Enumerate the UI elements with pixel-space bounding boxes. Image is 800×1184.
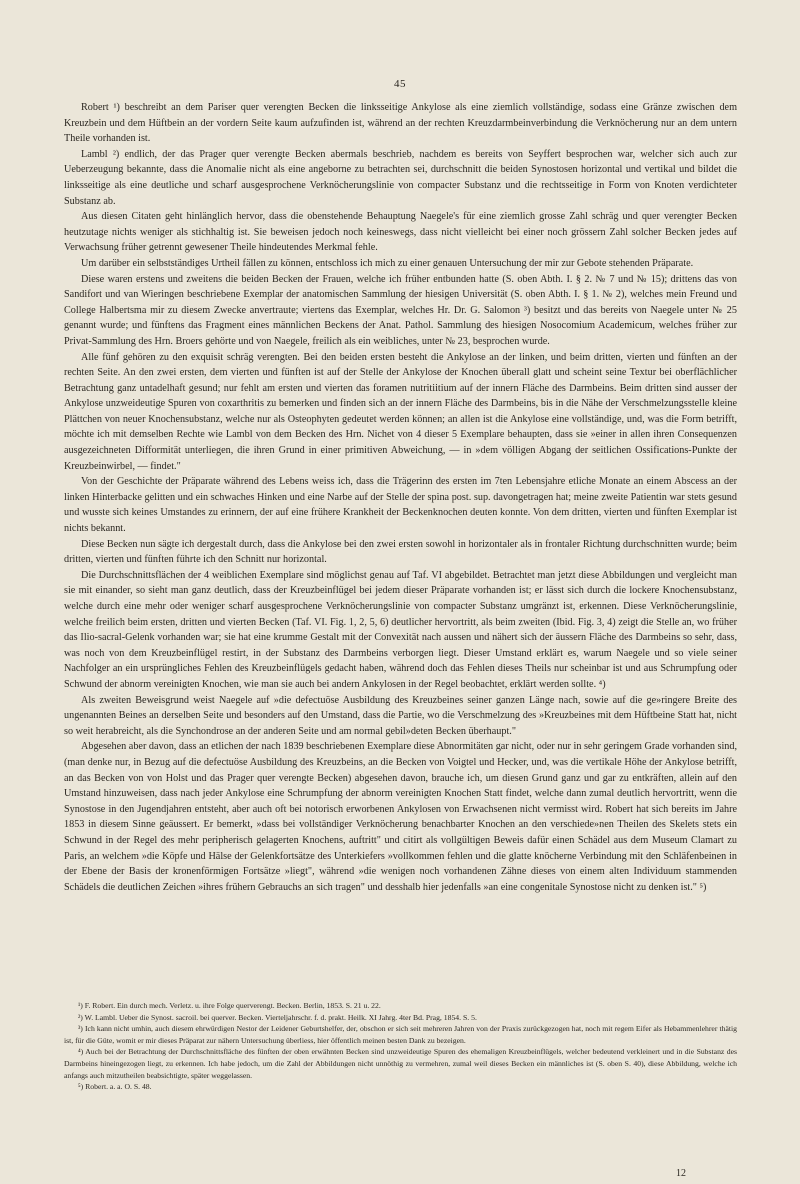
footnote: ²) W. Lambl. Ueber die Synost. sacroil. bei querver. Becken. Vierteljahrschr. f. d. prakt. Heilk. XI Jahrg. 4ter Bd. Prag, 1854. S. 5.: [78, 1012, 477, 1022]
signature-mark: 12: [676, 1168, 686, 1179]
paragraph: Die Durchschnittsflächen der 4 weiblichen Exemplare sind möglichst genau auf Taf. VI abgebildet. Betrachtet man jetzt diese Abbildungen und vergleicht man sie mit einander, so sieht man ganz deutlich, dass der Kreuzbeinflügel bei jedem dieser Präparate vorhanden ist; er lässt sich durch die lockere Knochensubstanz, welche durch eine mehr oder weniger scharf ausgesprochene Verknöcherungslinie von compacter Substanz umgränzt ist, erkennen. Diese Verknöcherungslinie, welche freilich beim ersten, dritten und vierten Becken (Taf. VI. Fig. 1, 2, 5, 6) deutlicher hervortritt, als beim zweiten (Ibid. Fig. 3, 4) zeigt die Stelle an, wo früher das Ilio-sacral-Gelenk vorhanden war; sie hat eine krumme Gestalt mit der Convexität nach aussen und nähert sich der äussern Fläche des Darmbeins so sehr, dass, was noch von dem Kreuzbeinflügel restirt, in der Substanz des Darmbeins verborgen liegt. Dieser Umstand erklärt es, warum Naegele und so viele seiner Nachfolger an ein ursprüngliches Fehlen des Kreuzbeinflügels gedacht haben, während doch das Fehlen dieses Theils nur scheinbar ist und aus Schrumpfung oder Schwund der abnorm vereinigten Knochen, wie man sie auch bei andern Ankylosen in der Regel beobachtet, erklärt werden sollte. ⁴): [64, 569, 737, 690]
paragraph: Als zweiten Beweisgrund weist Naegele auf »die defectuöse Ausbildung des Kreuzbeines seiner ganzen Länge nach, sowie auf die ge»ringere Breite des ungenannten Beines an derselben Seite und besonders auf den Umstand, dass die Partie, wo die Verschmelzung des »Kreuzbeines mit dem Hüftbeine Statt hat, nicht so weit herabreicht, als die Synchondrose an der anderen Seite und am normal gebil»deten Becken überhaupt.": [64, 694, 737, 737]
footnote: ⁵) Robert. a. a. O. S. 48.: [78, 1082, 152, 1092]
paragraph: Von der Geschichte der Präparate während des Lebens weiss ich, dass die Trägerinn des ersten im 7ten Lebensjahre etliche Monate an einem Abscess an der linken Hinterbacke gelitten und ein schwaches Hinken und eine Narbe auf der Stelle der spina post. sup. davongetragen hat; meine zweite Patientin war stets gesund und wusste sich keines Umstandes zu erinnern, der auf eine frühere Krankheit der Beckenknochen deuten konnte. Von dem dritten, vierten und fünften Exemplar ist nichts bekannt.: [64, 476, 737, 535]
page-number: 45: [394, 78, 406, 90]
paragraph: Robert ¹) beschreibt an dem Pariser quer verengten Becken die linksseitige Ankylose als eine ziemlich vollständige, sodass eine Gränze zwischen dem Kreuzbein und dem Hüftbein an der vordern Seite kaum aufzufinden ist, während an der rechten Kreuzdarmbeinverbindung die Verknöcherung nur an dem untern Theile vorhanden ist.: [64, 102, 737, 145]
paragraph: Um darüber ein selbstständiges Urtheil fällen zu können, entschloss ich mich zu einer genauen Untersuchung der mir zur Gebote stehenden Präparate.: [81, 257, 694, 269]
paragraph: Lambl ²) endlich, der das Prager quer verengte Becken abermals beschrieb, nachdem es bereits von Seyffert besprochen war, welcher sich auch zur Ueberzeugung bekannte, dass die Anomalie nicht als eine angeborne zu betrachten sei, durchschnitt die beiden Synostosen horizontal und vertikal und bildet die linksseitige als eine deutliche und scharf ausgesprochene Verknöcherungslinie von compacter Substanz und die rechtsseitige in Form von Knoten verdichteter Substanz ab.: [64, 148, 737, 207]
paragraph: Alle fünf gehören zu den exquisit schräg verengten. Bei den beiden ersten besteht die Ankylose an der linken, und beim dritten, vierten und fünften an der rechten Seite. An den zwei ersten, dem vierten und fünften ist auf der Stelle der Ankylose der Knochen überall glatt und scheint seine Textur bei oberflächlicher Betrachtung ganz untadelhaft gesund; nur fehlt am ersten und vierten das foramen nutritiitium auf der innern Fläche des Darmbeins. Beim dritten sind ausser der Ankylose unzweideutige Spuren von coxarthritis zu bemerken und finden sich an der innern Fläche des Darmbeins, bis in die Nähe der Verschmelzungsstelle kleine Plättchen von neuer Knochensubstanz, welche nur als Osteophyten gedeutet werden können; an allen ist die Ankylose eine vollständige, und, was die Form betrifft, möchte ich mit demselben Rechte wie Lambl von dem Becken des Hrn. Nichet von 4 dieser 5 Exemplare behaupten, dass sie »einer in allen ihren Consequenzen ausgezeichneten Difformität unterliegen, die ihren Grund in einer primitiven Abweichung, — in »dem völligen Abgang der seitlichen Ossifications-Punkte der Kreuzbeinwirbel, — findet.": [64, 351, 737, 472]
footnote: ¹) F. Robert. Ein durch mech. Verletz. u. ihre Folge querverengt. Becken. Berlin, 1853. S. 21 u. 22.: [78, 1001, 381, 1010]
paragraph: Abgesehen aber davon, dass an etlichen der nach 1839 beschriebenen Exemplare diese Abnormitäten gar nicht, oder nur in sehr geringem Grade vorhanden sind, (man denke nur, in Bezug auf die defectuöse Ausbildung des Kreuzbeins, an die Becken von Voigtel und Hecker, und, was die vertikale Höhe der Ankylose betrifft, an das Becken von von Holst und das Prager quer verengte Becken) abgesehen davon, brauche ich, um diesen Grund ganz und gar zu entkräften, allein auf den Umstand hinzuweisen, dass nach jeder Ankylose eine Schrumpfung der abnorm vereinigten Knochen Statt findet, welche dann zumal deutlich hervortritt, wenn die Synostose in den Jugendjahren entsteht, aber auch oft bei notorisch erworbenen Ankylosen von Erwachsenen nicht vermisst wird. Robert hat sich bereits im Jahre 1853 in diesem Sinne geäussert. Er bemerkt, »dass bei vollständiger Verknöcherung benachbarter Knochen an den verschiede»nen Theilen des Skelets stets ein Schwund in der Regel des mehr peripherisch gelagerten Knochens, auftritt" und citirt als vollgültigen Beweis dafür einen Schädel aus dem Museum Clamart zu Paris, an welchem »die Köpfe und Hälse der Gelenkfortsätze des Unterkiefers »vollkommen fehlen und die glatte knöcherne Verbindung mit den Schläfenbeinen in der Ebene der Basis der kronenförmigen Fortsätze »liegt", während »die wenigen noch vorhandenen Zähne dieses von einem alten Individuum stammenden Schädels die deutlichen Zeichen »ihres frühern Gebrauchs an sich tragen" und desshalb hier jedenfalls »an eine congenitale Synostose nicht zu denken ist." ⁵): [64, 741, 738, 893]
footnote: ⁴) Auch bei der Betrachtung der Durchschnittsfläche des fünften der oben erwähnten Becken sind unzweideutige Spuren des ehemaligen Kreuzbeinflügels, welcher bedeutend verkleinert und in die Substanz des Darmbeins hineingezogen liegt, zu erkennen. Ich habe jedoch, um die Zahl der Abbildungen nicht unnöthig zu vermehren, zumal weil dieses Becken ein männliches ist (S. oben S. 40), diese Abbildung, welche ich anfangs auch mitzutheilen beabsichtigte, später weggelassen.: [64, 1047, 737, 1080]
body-text: [64, 100, 737, 895]
footnote: ³) Ich kann nicht umhin, auch diesem ehrwürdigen Nestor der Leidener Geburtshelfer, der, obschon er sich seit mehreren Jahren von der Praxis zurückgezogen hat, noch mit regem Eifer als Hebammenlehrer thätig ist, für die Güte, womit er mir dieses Präparat zur nähern Untersuchung überliess, hier öffentlich meinen besten Dank zu bezeigen.: [64, 1024, 737, 1045]
paragraph: Diese waren erstens und zweitens die beiden Becken der Frauen, welche ich früher entbunden hatte (S. oben Abth. I. § 2. № 7 und № 15); drittens das von Sandifort und van Wieringen beschriebene Exemplar der anatomischen Sammlung der hiesigen Universität (S. oben Abth. I. § 1. № 2), welches mein Freund und College Halbertsma mir zu diesem Zwecke anvertraute; viertens das Exemplar, welches Hr. Dr. G. Salomon ³) besitzt und das bereits von Naegele unter № 25 genannt wurde; und fünftens das Fragment eines männlichen Beckens der Anat. Pathol. Sammlung des hiesigen Nosocomium Academicum, welches früher zur Privat-Sammlung des Hrn. Broers gehörte und von Naegele, freilich als ein weibliches, unter № 23, besprochen wurde.: [64, 273, 737, 347]
footnotes: [64, 1000, 737, 1093]
paragraph: Diese Becken nun sägte ich dergestalt durch, dass die Ankylose bei den zwei ersten sowohl in horizontaler als in frontaler Richtung durchschnitten wurde; beim dritten, vierten und fünften führte ich den Schnitt nur horizontal.: [64, 538, 737, 566]
paragraph: Aus diesen Citaten geht hinlänglich hervor, dass die obenstehende Behauptung Naegele's für eine ziemlich grosse Zahl schräg und quer verengter Becken heutzutage nichts weniger als stichhaltig ist. Sie beweisen jedoch noch keineswegs, dass nicht vielleicht bei einer noch grössern Zahl solcher Becken jedes auf Verwachsung früher getrennt gewesener Theile hindeutendes Merkmal fehle.: [64, 211, 737, 254]
